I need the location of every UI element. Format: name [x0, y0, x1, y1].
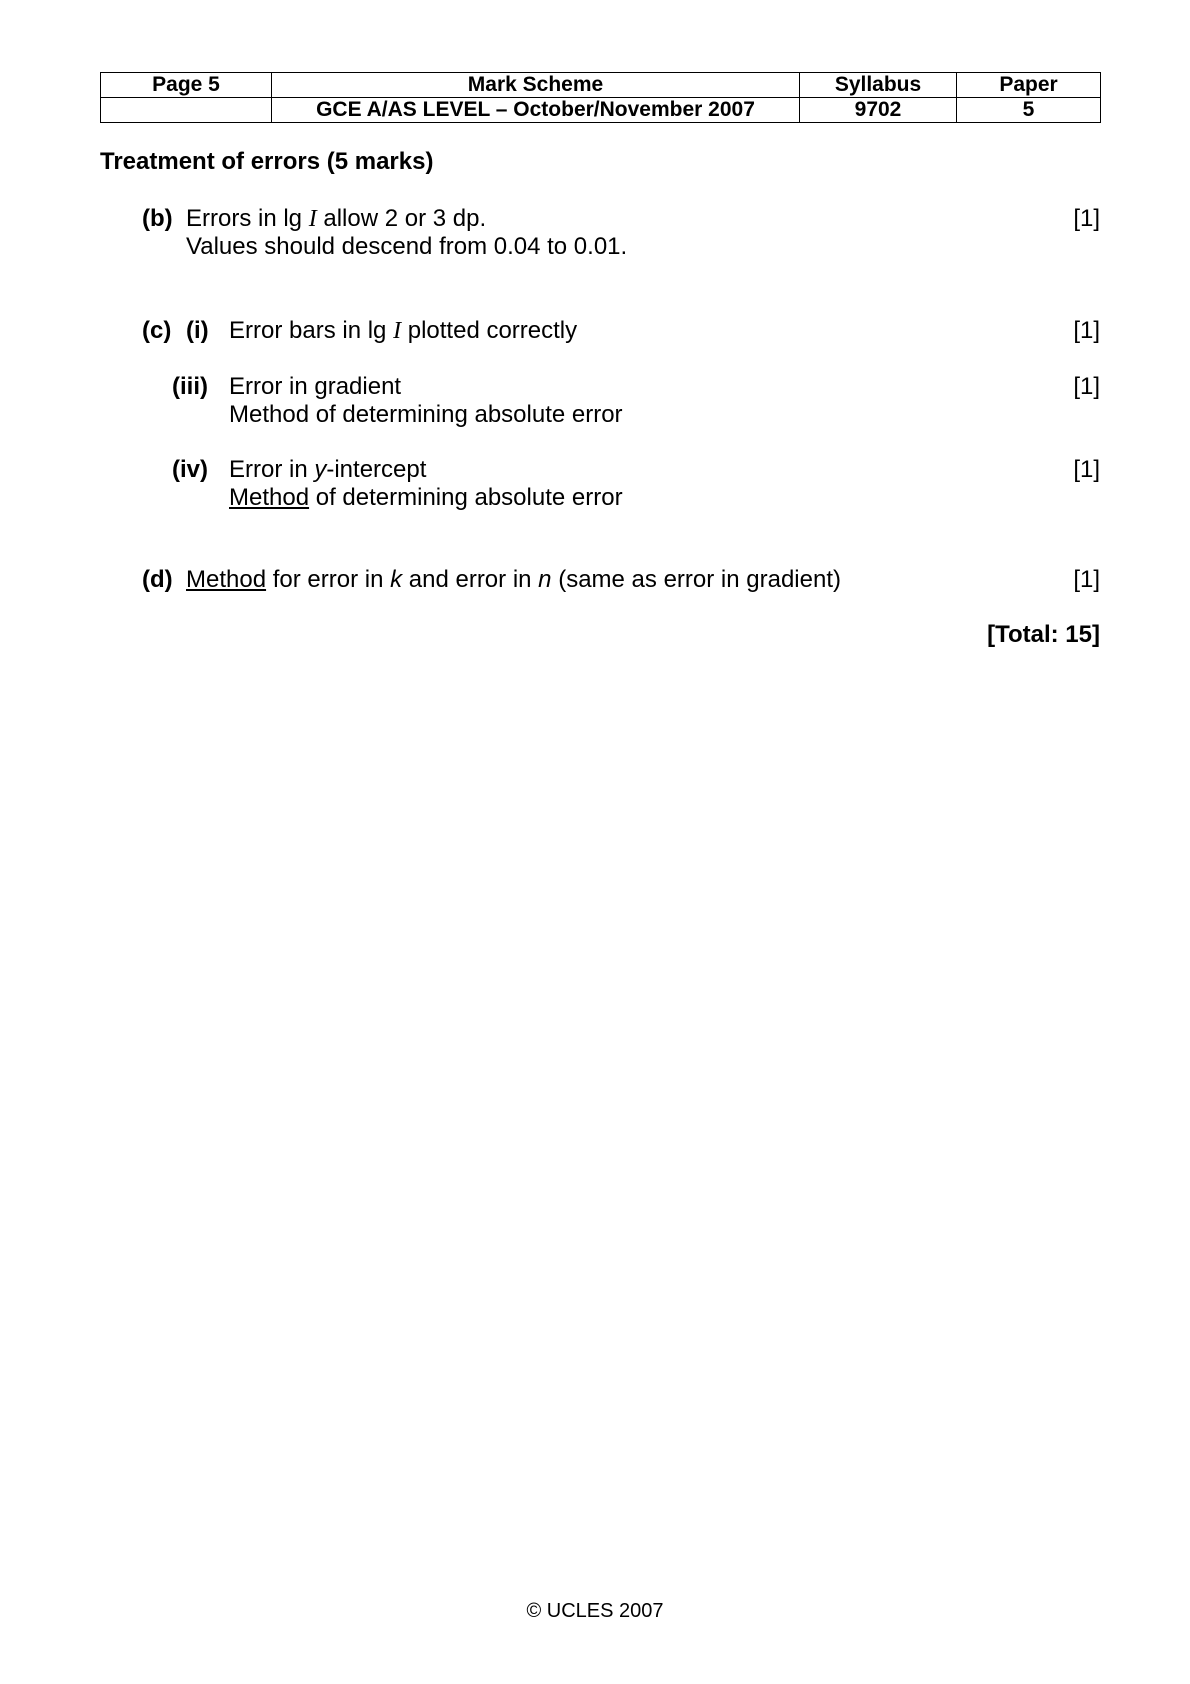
item-c-iv-sublabel: (iv) — [172, 456, 208, 483]
footer-copyright: © UCLES 2007 — [526, 1600, 664, 1622]
item-b-text-pre: Errors in lg — [186, 205, 309, 232]
item-d-text2: and error in — [402, 566, 539, 593]
method-underlined: Method — [186, 566, 267, 593]
empty-cell — [101, 98, 272, 123]
header-row-2 — [101, 98, 1101, 123]
item-c-i-sublabel: (i) — [186, 317, 209, 344]
item-d-mark: [1] — [1073, 566, 1100, 593]
item-c-label: (c) — [142, 317, 172, 344]
item-c-i-text-pre: Error bars in lg — [229, 317, 394, 344]
item-c-iii-line1: Error in gradient — [229, 373, 402, 400]
syllabus-code: 9702 — [800, 98, 957, 123]
item-d-text — [186, 566, 841, 594]
item-d-label: (d) — [142, 566, 173, 593]
var-n: n — [538, 566, 552, 593]
item-c-i-text-post: plotted correctly — [401, 317, 578, 344]
doc-type: Mark Scheme — [272, 73, 800, 98]
header-row-1 — [101, 73, 1101, 98]
item-d-text3: (same as error in gradient) — [551, 566, 841, 593]
total-marks: [Total: 15] — [987, 621, 1100, 648]
item-c-i-text — [229, 317, 577, 345]
header-table — [100, 72, 1101, 123]
item-c-iv-line2 — [229, 484, 623, 512]
item-d-text1: for error in — [266, 566, 391, 593]
paper-number: 5 — [957, 98, 1101, 123]
var-k: k — [390, 566, 403, 593]
symbol-i: I — [393, 318, 402, 344]
syllabus-label: Syllabus — [800, 73, 957, 98]
item-b-label: (b) — [142, 205, 173, 232]
item-c-iv-line2-rest: of determining absolute error — [309, 484, 623, 511]
item-c-iv-mark: [1] — [1073, 456, 1100, 483]
method-underlined: Method — [229, 484, 310, 511]
item-b-line1 — [186, 205, 486, 233]
symbol-i: I — [308, 206, 317, 232]
item-c-iii-sublabel: (iii) — [172, 373, 208, 400]
paper-label: Paper — [957, 73, 1101, 98]
item-c-iii-mark: [1] — [1073, 373, 1100, 400]
exam-title: GCE A/AS LEVEL – October/November 2007 — [272, 98, 800, 123]
item-c-i-mark: [1] — [1073, 317, 1100, 344]
item-c-iv-text-pre: Error in — [229, 456, 315, 483]
item-b-text-post: allow 2 or 3 dp. — [316, 205, 487, 232]
item-b-line2: Values should descend from 0.04 to 0.01. — [186, 233, 628, 260]
section-title: Treatment of errors (5 marks) — [100, 148, 434, 175]
item-c-iv-text-post: -intercept — [326, 456, 427, 483]
item-c-iv-line1 — [229, 456, 426, 484]
item-b-mark: [1] — [1073, 205, 1100, 232]
var-y: y — [314, 456, 327, 483]
item-c-iii-line2: Method of determining absolute error — [229, 401, 623, 428]
page-label: Page 5 — [101, 73, 272, 98]
